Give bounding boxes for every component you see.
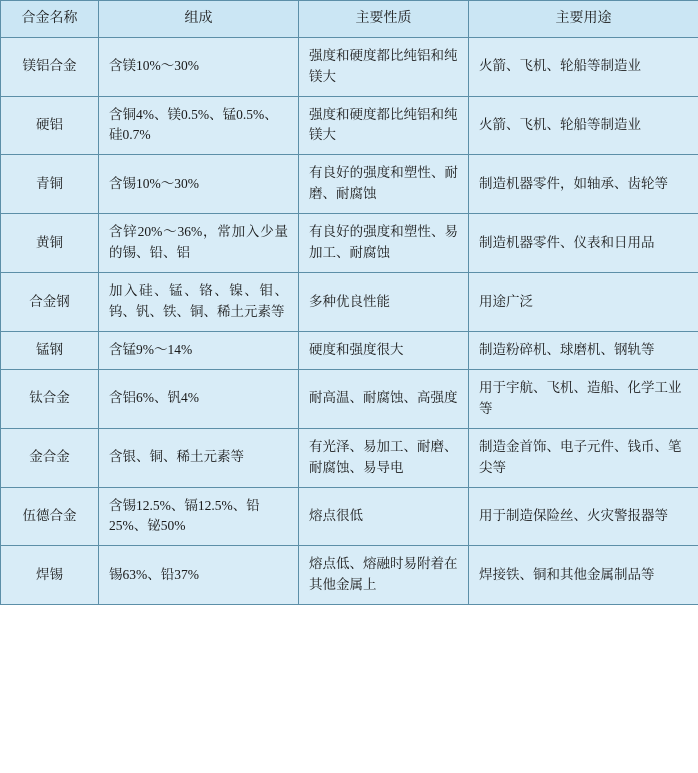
column-header-composition: 组成 [99,1,299,38]
cell-alloy-name: 合金钢 [1,273,99,332]
cell-properties: 多种优良性能 [299,273,469,332]
cell-composition: 含银、铜、稀土元素等 [99,428,299,487]
cell-properties: 耐高温、耐腐蚀、高强度 [299,369,469,428]
table-body [1,37,698,605]
column-header-properties: 主要性质 [299,1,469,38]
cell-composition: 含锌20%～36%，常加入少量的锡、铅、铝 [99,214,299,273]
cell-alloy-name: 钛合金 [1,369,99,428]
cell-alloy-name: 青铜 [1,155,99,214]
cell-composition: 含锰9%～14% [99,331,299,369]
cell-uses: 制造粉碎机、球磨机、钢轨等 [469,331,698,369]
cell-uses: 用于宇航、飞机、造船、化学工业等 [469,369,698,428]
cell-properties: 有良好的强度和塑性、易加工、耐腐蚀 [299,214,469,273]
table-row [1,331,698,369]
cell-alloy-name: 焊锡 [1,546,99,605]
cell-alloy-name: 金合金 [1,428,99,487]
cell-properties: 硬度和强度很大 [299,331,469,369]
cell-alloy-name: 镁铝合金 [1,37,99,96]
cell-alloy-name: 硬铝 [1,96,99,155]
cell-composition: 含铝6%、钒4% [99,369,299,428]
cell-properties: 熔点很低 [299,487,469,546]
cell-uses: 制造金首饰、电子元件、钱币、笔尖等 [469,428,698,487]
cell-properties: 强度和硬度都比纯铝和纯镁大 [299,37,469,96]
table-row [1,155,698,214]
table-row [1,37,698,96]
table-header [1,1,698,38]
cell-composition: 含铜4%、镁0.5%、锰0.5%、硅0.7% [99,96,299,155]
cell-properties: 有良好的强度和塑性、耐磨、耐腐蚀 [299,155,469,214]
table-row [1,369,698,428]
cell-composition: 加入硅、锰、铬、镍、钼、钨、钒、铁、铜、稀土元素等 [99,273,299,332]
table-row [1,273,698,332]
table-row [1,546,698,605]
table-row [1,428,698,487]
column-header-uses: 主要用途 [469,1,698,38]
cell-uses: 用于制造保险丝、火灾警报器等 [469,487,698,546]
cell-properties: 熔点低、熔融时易附着在其他金属上 [299,546,469,605]
cell-composition: 含锡12.5%、镉12.5%、铅25%、铋50% [99,487,299,546]
cell-uses: 用途广泛 [469,273,698,332]
cell-composition: 含锡10%～30% [99,155,299,214]
cell-uses: 火箭、飞机、轮船等制造业 [469,96,698,155]
table-row [1,96,698,155]
table-row [1,487,698,546]
cell-composition: 含镁10%～30% [99,37,299,96]
table-row [1,214,698,273]
cell-uses: 制造机器零件，如轴承、齿轮等 [469,155,698,214]
cell-alloy-name: 伍德合金 [1,487,99,546]
cell-uses: 制造机器零件、仪表和日用品 [469,214,698,273]
table-header-row [1,1,698,38]
cell-alloy-name: 黄铜 [1,214,99,273]
cell-properties: 强度和硬度都比纯铝和纯镁大 [299,96,469,155]
cell-uses: 焊接铁、铜和其他金属制品等 [469,546,698,605]
cell-alloy-name: 锰钢 [1,331,99,369]
cell-uses: 火箭、飞机、轮船等制造业 [469,37,698,96]
column-header-alloy-name: 合金名称 [1,1,99,38]
cell-composition: 锡63%、铅37% [99,546,299,605]
cell-properties: 有光泽、易加工、耐磨、耐腐蚀、易导电 [299,428,469,487]
